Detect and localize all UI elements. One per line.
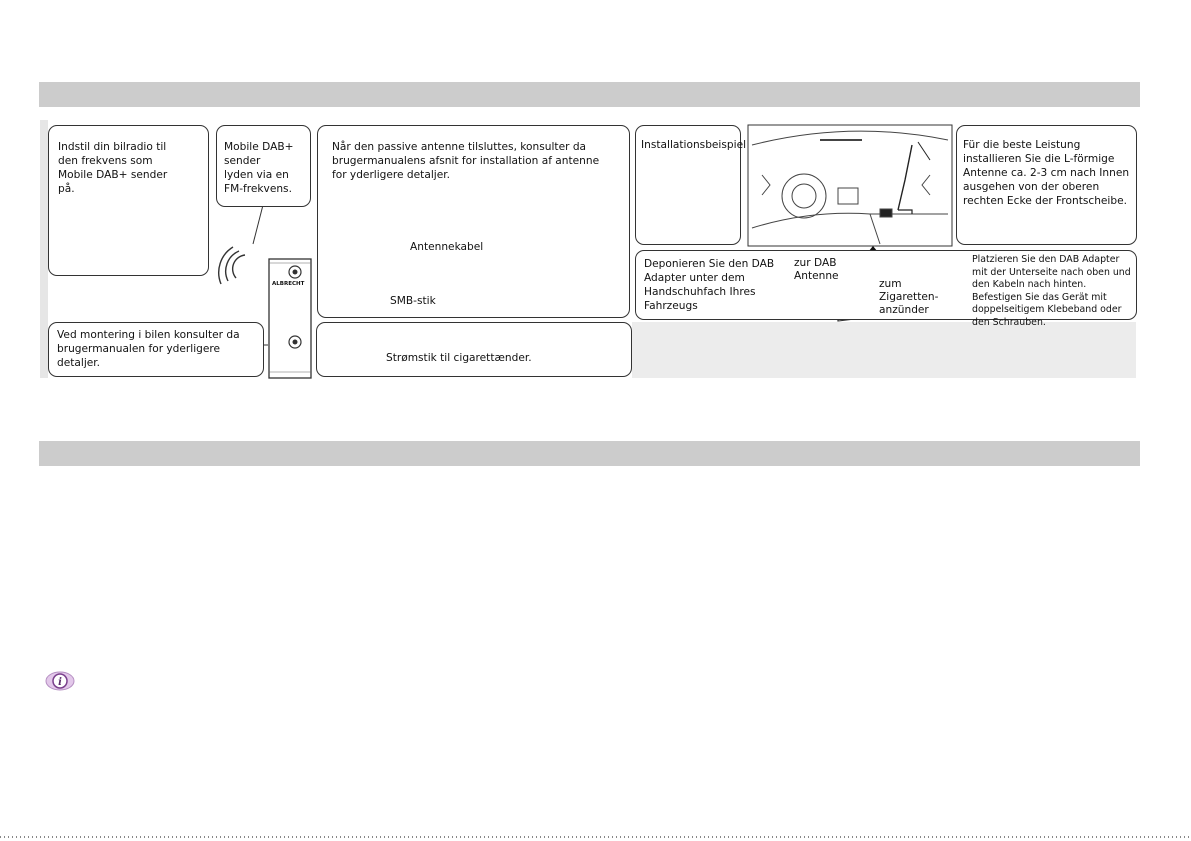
to-dab-antenna-label: [794, 257, 839, 283]
antenna-cable-label: Antennekabel: [410, 241, 484, 253]
sender-line-2: sender: [224, 155, 261, 167]
mounting-text: Ved montering i bilen konsulter da brugermanualen for yderligere detaljer.: [57, 329, 240, 369]
to-lighter-line-1: zum: [879, 278, 902, 290]
callout-power-plug: [316, 322, 632, 377]
fm-signal-arcs: [219, 247, 245, 284]
power-plug-label: Strømstik til cigarettænder.: [386, 352, 532, 364]
callout-mounting: [48, 322, 264, 377]
sender-line-3: lyden via en: [224, 169, 289, 181]
callout-sender: [216, 125, 311, 207]
to-lighter-line-2: Zigaretten-: [879, 291, 939, 303]
placement-text: Platzieren Sie den DAB Adapter mit der Unterseite nach oben und den Kabeln nach hinten. Befestigen Sie das Gerät mit doppelseitigem Klebeband oder den Schrauben.: [972, 254, 1131, 328]
sender-line-4: FM-frekvens.: [224, 183, 292, 195]
callout-passive-antenna: [317, 125, 630, 318]
svg-text:i: i: [58, 677, 62, 688]
smb-connector-label: SMB-stik: [390, 295, 436, 307]
info-icon: [44, 669, 76, 693]
callout-installation-example: [635, 125, 747, 245]
glovebox-text: Deponieren Sie den DAB Adapter unter dem Handschuhfach Ihres Fahrzeugs: [644, 258, 775, 312]
page-bottom-border: [0, 836, 1191, 838]
radio-frequency-text: Indstil din bilradio til den frekvens som Mobile DAB+ sender på.: [58, 141, 168, 195]
car-interior-illustration: [748, 125, 952, 246]
german-panel-background: [632, 322, 1136, 378]
passive-antenna-text: Når den passive antenne tilsluttes, konsulter da brugermanualens afsnit for installation af antenne for yderligere detaljer.: [332, 141, 600, 181]
l-antenna-text: Für die beste Leistung installieren Sie die L-förmige Antenne ca. 2-3 cm nach Innen ausgehen von der oberen rechten Ecke der Frontscheibe.: [963, 139, 1130, 207]
installation-example-text: Installationsbeispiel: [641, 139, 747, 151]
sender-text: [224, 140, 310, 196]
device-logo: ALBRECHT: [272, 281, 305, 287]
to-dab-antenna-line-1: zur DAB: [794, 257, 837, 269]
callout-radio-frequency: [48, 125, 209, 276]
dab-adapter-device: [269, 259, 311, 378]
callout-l-antenna: [956, 125, 1137, 245]
to-dab-antenna-line-2: Antenne: [794, 270, 839, 282]
to-lighter-line-3: anzünder: [879, 304, 929, 316]
to-lighter-label: [879, 278, 938, 317]
sender-line-1: Mobile DAB+: [224, 141, 294, 153]
